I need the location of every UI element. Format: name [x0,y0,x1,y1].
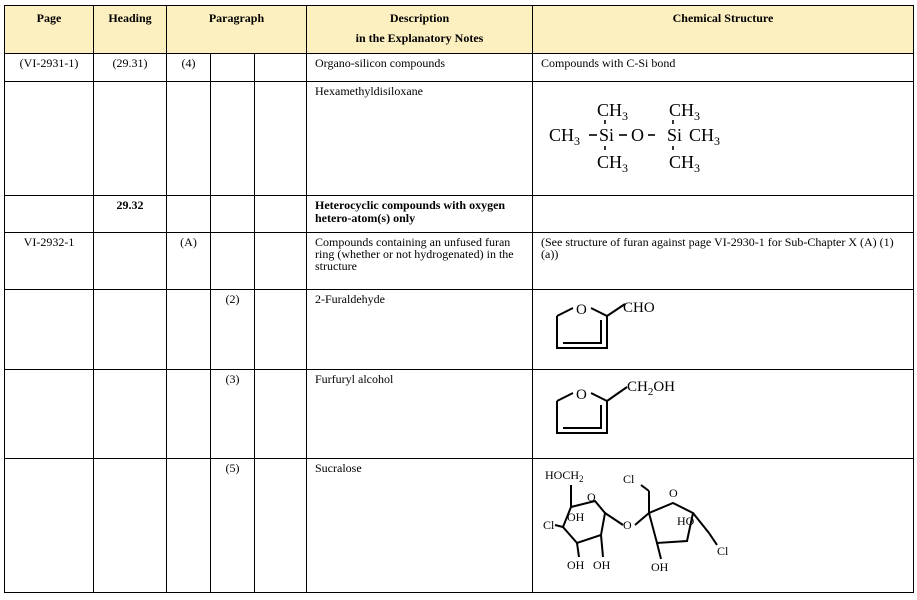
table-row [5,370,914,459]
header-heading: Heading [94,6,167,54]
svg-text:CH3: $CH_3$ [669,152,701,175]
cell-page [5,370,94,459]
svg-text:O: O [631,125,644,145]
table-row [5,459,914,593]
sucralose-structure [541,463,761,589]
cell-page [5,459,94,593]
svg-text:Si: Si [667,125,683,145]
cell-structure: (See structure of furan against page VI-2930-1 for Sub-Chapter X (A) (1) (a)) [533,233,914,290]
svg-text:Cl: Cl [543,518,555,532]
svg-text:O: O [587,490,596,504]
svg-text:O: O [623,518,632,532]
header-description: Description in the Explanatory Notes [307,6,533,54]
cell-paragraph-1 [167,459,211,593]
cell-paragraph-3 [255,196,307,233]
cell-paragraph-2 [211,196,255,233]
cell-description: Organo-silicon compounds [307,54,533,82]
svg-text:CH3: $CH_3$ [689,125,721,148]
svg-text:Cl: Cl [623,472,635,486]
furfuryl-alcohol-structure [549,375,699,445]
svg-text:CH3: $CH_3$ [669,100,701,123]
cell-page: (VI-2931-1) [5,54,94,82]
svg-text:CH3: $CH_3$ [549,125,581,148]
svg-text:OH: OH [567,510,585,524]
cell-paragraph-2 [211,82,255,196]
table-row [5,54,914,82]
header-paragraph: Paragraph [167,6,307,54]
cell-paragraph-3 [255,82,307,196]
cell-structure [533,196,914,233]
cell-paragraph-1: (4) [167,54,211,82]
furaldehyde-structure [549,296,679,358]
cell-structure: Compounds with C-Si bond [533,54,914,82]
cell-description: Sucralose [307,459,533,593]
svg-text:OH: OH [651,560,669,574]
cell-page [5,196,94,233]
cell-heading [94,82,167,196]
classification-table [4,5,914,593]
svg-text:CH3: $CH_3$ [597,100,629,123]
cell-description: Hexamethyldisiloxane [307,82,533,196]
table-row [5,82,914,196]
header-row [5,6,914,54]
header-structure: Chemical Structure [533,6,914,54]
svg-text:O: O [576,302,587,318]
cell-heading [94,233,167,290]
cell-paragraph-3 [255,54,307,82]
cell-page [5,82,94,196]
table-row [5,290,914,370]
cell-paragraph-3 [255,459,307,593]
cell-paragraph-3 [255,290,307,370]
cell-paragraph-1 [167,290,211,370]
svg-text:HOCH2: $HOCH_2$ [545,468,584,484]
table-row [5,233,914,290]
svg-text:OH: OH [567,558,585,572]
svg-text:O: O [669,486,678,500]
cell-description: Compounds containing an unfused furan ring (whether or not hydrogenated) in the structure [307,233,533,290]
hexamethyldisiloxane-structure [547,90,767,180]
cell-paragraph-1: (A) [167,233,211,290]
cell-paragraph-1 [167,370,211,459]
cell-structure [533,459,914,593]
cell-paragraph-1 [167,82,211,196]
cell-heading [94,370,167,459]
cell-paragraph-2: (5) [211,459,255,593]
header-page: Page [5,6,94,54]
cell-structure [533,290,914,370]
cell-page [5,290,94,370]
svg-text:CHO: CHO [623,300,655,316]
svg-text:O: O [576,387,587,403]
cell-heading: (29.31) [94,54,167,82]
cell-heading [94,459,167,593]
svg-text:Si: Si [599,125,615,145]
cell-paragraph-3 [255,370,307,459]
table-row [5,196,914,233]
cell-paragraph-2 [211,233,255,290]
cell-heading [94,290,167,370]
cell-paragraph-3 [255,233,307,290]
svg-text:OH: OH [593,558,611,572]
cell-description: Furfuryl alcohol [307,370,533,459]
svg-text:HO: HO [677,514,695,528]
cell-paragraph-2 [211,54,255,82]
cell-structure [533,370,914,459]
cell-paragraph-1 [167,196,211,233]
svg-text:CH3: $CH_3$ [597,152,629,175]
cell-heading: 29.32 [94,196,167,233]
svg-text:CH2OH: $CH_2OH$ [627,379,676,398]
cell-paragraph-2: (2) [211,290,255,370]
cell-description: Heterocyclic compounds with oxygen hetero-atom(s) only [307,196,533,233]
cell-page: VI-2932-1 [5,233,94,290]
cell-description: 2-Furaldehyde [307,290,533,370]
cell-structure [533,82,914,196]
cell-paragraph-2: (3) [211,370,255,459]
svg-text:Cl: Cl [717,544,729,558]
